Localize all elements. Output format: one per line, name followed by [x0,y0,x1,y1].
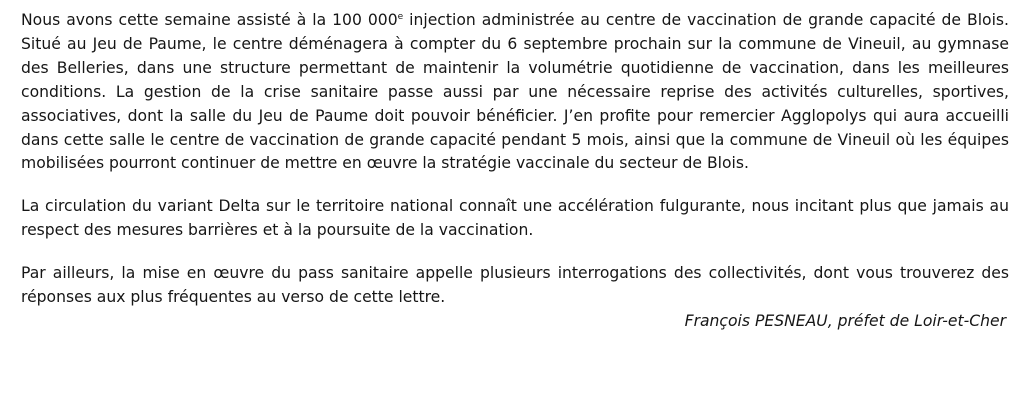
paragraph-vaccination-centre [21,9,1009,176]
paragraph-pass-sanitaire: Par ailleurs, la mise en œuvre du pass sanitaire appelle plusieurs interrogations des collectivités, dont vous trouverez des réponses aux plus fréquentes au verso de cette lettre. [21,264,1009,307]
signature: François PESNEAU, préfet de Loir-et-Cher [684,311,1006,330]
paragraph-1-lead: Nous avons cette semaine assisté à la 100 000 [21,11,398,29]
paragraph-delta-variant: La circulation du variant Delta sur le territoire national connaît une accélération fulgurante, nous incitant plus que jamais au respect des mesures barrières et à la poursuite de la vaccination. [21,197,1009,240]
letter-body [21,9,1009,334]
ordinal-suffix: e [397,12,404,22]
paragraph-1-rest: injection administrée au centre de vaccination de grande capacité de Blois. Situé au Jeu de Paume, le centre déménagera à compter du 6 septembre prochain sur la commune de Vineuil, au gymnase des Belleries, dans une structure permettant de maintenir la volumétrie quotidienne de vaccination, dans les meilleures conditions. La gestion de la crise sanitaire passe aussi par une nécessaire reprise des activités culturelles, sportives, associatives, dont la salle du Jeu de Paume doit pouvoir bénéficier. J’en profite pour remercier Agglopolys qui aura accueilli dans cette salle le centre de vaccination de grande capacité pendant 5 mois, ainsi que la commune de Vineuil où les équipes mobilisées pourront continuer de mettre en œuvre la stratégie vaccinale du secteur de Blois. [21,11,1009,173]
